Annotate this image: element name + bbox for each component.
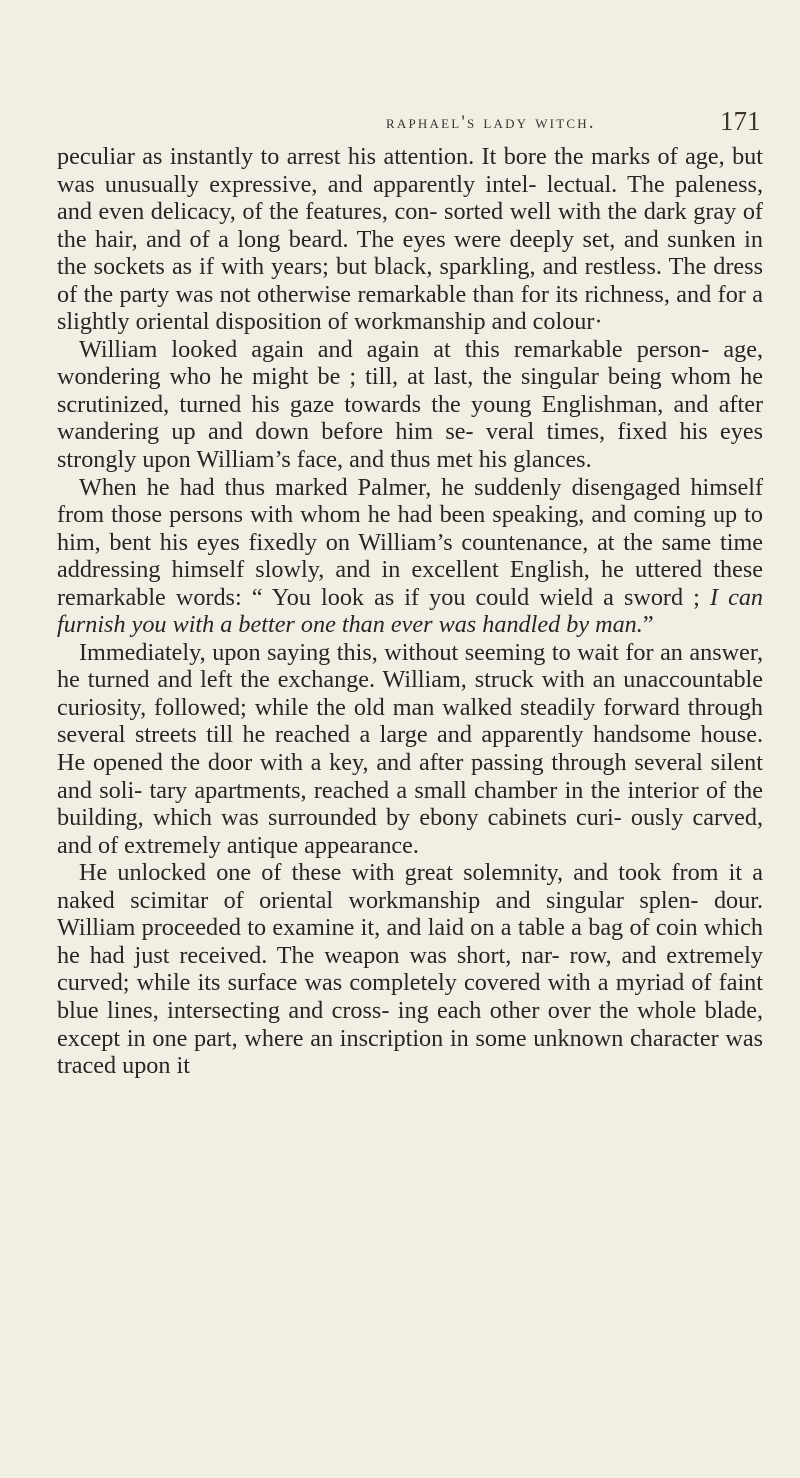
running-title: raphael's lady witch. — [386, 112, 596, 133]
body-text — [57, 143, 763, 1080]
running-head — [0, 106, 800, 146]
paragraph-1 — [57, 143, 763, 336]
paragraph-5 — [57, 859, 763, 1079]
paragraph-2 — [57, 336, 763, 474]
paragraph-4-text: Immediately, upon saying this, without seeming to wait for an answer, he turned and left the exchange. William, struck with an unaccountable curiosity, followed; while the old man walked steadily forward through several streets till he reached a large and apparently handsome house. He opened the door with a key, and after passing through several silent and soli- tary apartments, reached a small chamber in the interior of the building, which was surrounded by ebony cabinets curi- ously carved, and of extremely antique appearance. — [57, 638, 763, 859]
paragraph-3 — [57, 474, 763, 639]
page-number: 171 — [720, 106, 761, 136]
quote-close: ” — [642, 611, 654, 639]
paragraph-1-text: peculiar as instantly to arrest his attention. It bore the marks of age, but was unusually expressive, and apparently intel- lectual. The paleness, and even delicacy, of the features, con- sorted well with the dark gray of the hair, and of a long beard. The eyes were deeply set, and sunken in the sockets as if with years; but black, sparkling, and restless. The dress of the party was not otherwise remarkable than for its richness, and for a slightly oriental disposition of workmanship and colour· — [57, 143, 763, 336]
quote-italic: I can furnish you with a better one than ever was handled by man. — [57, 583, 764, 639]
paragraph-2-text: William looked again and again at this remarkable person- age, wondering who he might be ; till, at last, the singular being whom he scrutinized, turned his gaze towards the young Englishman, and after wandering up and down before him se- veral times, fixed his eyes strongly upon William’s face, and thus met his glances. — [57, 335, 763, 474]
paragraph-3-text: When he had thus marked Palmer, he suddenly disengaged himself from those persons with whom he had been speaking, and coming up to him, bent his eyes fixedly on William’s countenance, at the same time addressing himself slowly, and in excellent English, he uttered these remarkable words: — [57, 473, 763, 611]
paragraph-5-text: He unlocked one of these with great solemnity, and took from it a naked scimitar of oriental workmanship and singular splen- dour. William proceeded to examine it, and laid on a table a bag of coin which he had just received. The weapon was short, nar- row, and extremely curved; while its surface was completely covered with a myriad of faint blue lines, intersecting and cross- ing each other over the whole blade, except in one part, where an inscription in some unknown character was traced upon it — [57, 859, 763, 1080]
quote-plain: “ You look as if you could wield a sword ; — [251, 583, 700, 611]
paragraph-4 — [57, 639, 763, 859]
